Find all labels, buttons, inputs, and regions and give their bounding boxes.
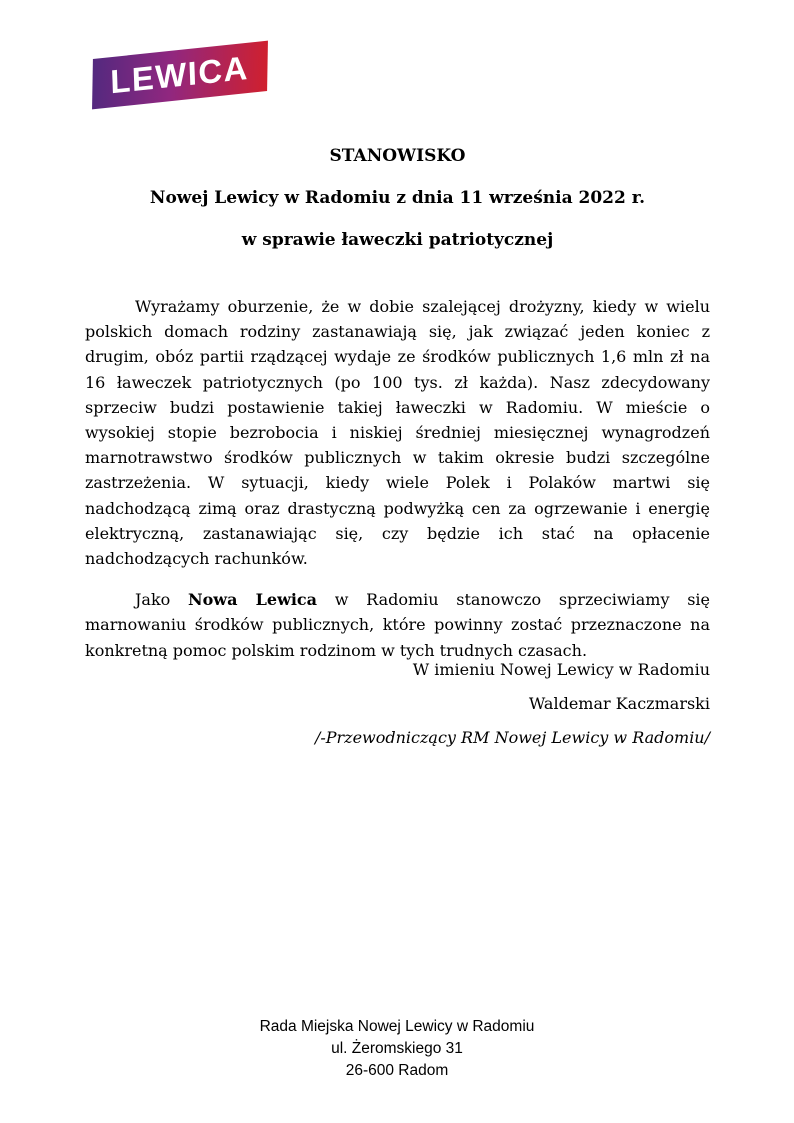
document-body [85,294,710,679]
signature-title: /-Przewodniczący RM Nowej Lewicy w Radomiu/ [314,728,710,747]
signature-name: Waldemar Kaczmarski [528,694,710,713]
paragraph-1-text: Wyrażamy oburzenie, że w dobie szalejącej drożyzny, kiedy w wielu polskich domach rodziny zastanawiają się, jak związać jeden koniec z drugim, obóz partii rządzącej wydaje ze środków publicznych 1,6 mln zł na 16 ławeczek patriotycznych (po 100 tys. zł każda). Nasz zdecydowany sprzeciw budzi postawienie takiej ławeczki w Radomiu. W mieście o wysokiej stopie bezrobocia i niskiej średniej miesięcznej wynagrodzeń marnotrawstwo środków publicznych w takim okresie budzi szczególne zastrzeżenia. W sytuacji, kiedy wiele Polek i Polaków martwi się nadchodzącą zimą oraz drastyczną podwyżką cen za ogrzewanie i energię elektryczną, zastanawiając się, czy będzie ich stać na opłacenie nadchodzących rachunków. [85,297,710,569]
footer-organization: Rada Miejska Nowej Lewicy w Radomiu [259,1018,535,1035]
footer-street: ul. Żeromskiego 31 [331,1040,463,1057]
lewica-logo [92,41,268,110]
signature-on-behalf: W imieniu Nowej Lewicy w Radomiu [412,660,710,679]
heading-stanowisko: STANOWISKO [329,146,466,166]
paragraph-2-bold-phrase: Nowa Lewica [188,590,318,610]
document-headings [85,146,710,272]
heading-topic-line: w sprawie ławeczki patriotycznej [241,230,554,250]
paragraph-2 [85,587,710,663]
lewica-logo-text: LEWICA [110,48,250,100]
paragraph-1 [85,294,710,571]
paragraph-2-suffix: w Radomiu stanowczo sprzeciwiamy się marnowaniu środków publicznych, które powinny zostać przeznaczone na konkretną pomoc polskim rodzinom w tych trudnych czasach. [85,590,710,660]
footer-city: 26-600 Radom [345,1062,449,1079]
paragraph-2-prefix: Jako [135,590,188,610]
document-footer [0,1016,794,1082]
signature-block [85,653,710,755]
heading-subject-line: Nowej Lewicy w Radomiu z dnia 11 września 2022 r. [149,188,646,208]
